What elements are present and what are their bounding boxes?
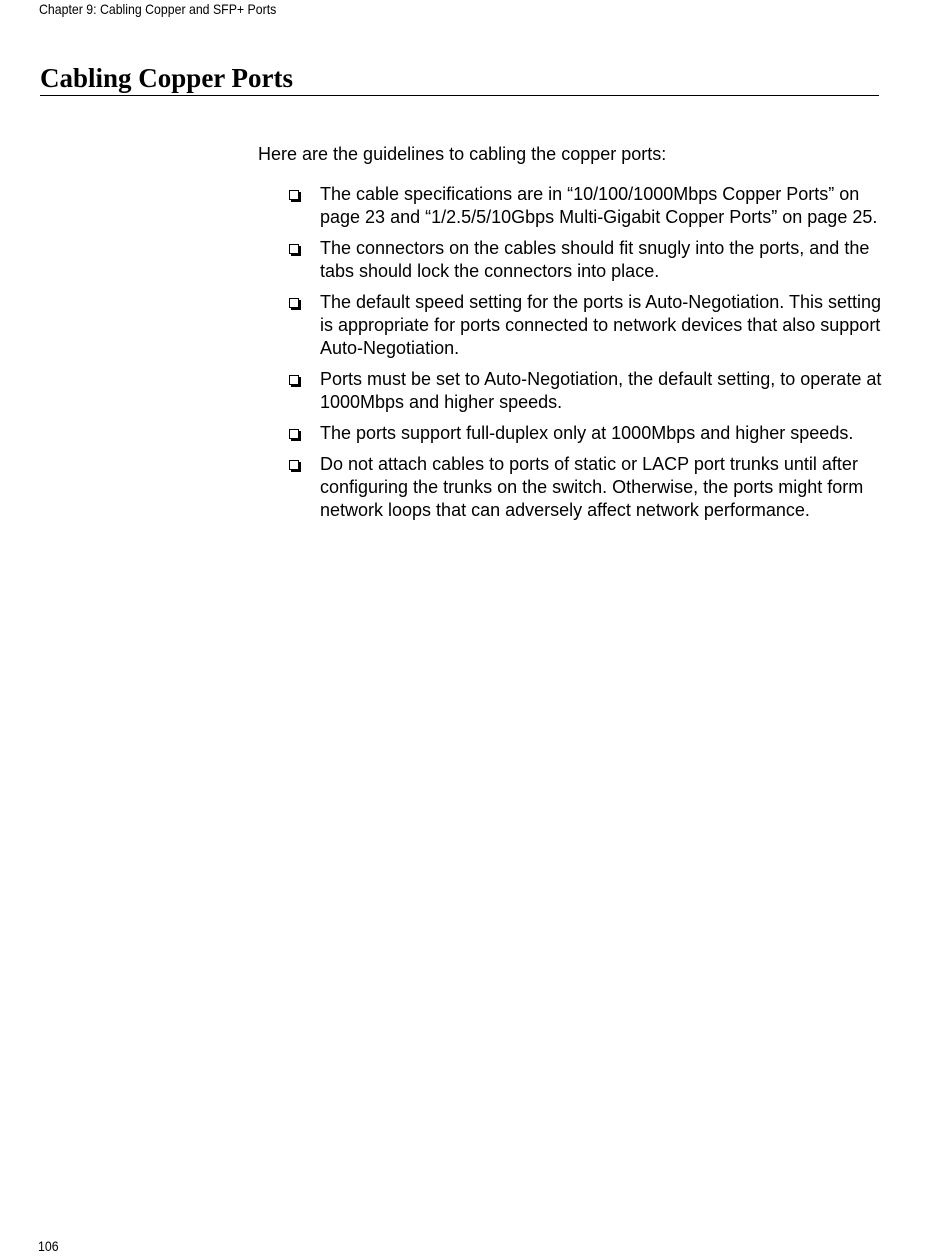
list-item-text: The ports support full-duplex only at 1000Mbps and higher speeds. <box>320 423 854 443</box>
list-item-text: The cable specifications are in “10/100/1000Mbps Copper Ports” on page 23 and “1/2.5/5/10Gbps Multi-Gigabit Copper Ports” on page 25. <box>320 184 878 227</box>
list-item <box>289 453 889 522</box>
hollow-square-bullet-icon <box>289 190 299 200</box>
hollow-square-bullet-icon <box>289 429 299 439</box>
hollow-square-bullet-icon <box>289 460 299 470</box>
page-number: 106 <box>38 1238 59 1254</box>
section-title: Cabling Copper Ports <box>40 63 294 93</box>
list-item-text: Do not attach cables to ports of static or LACP port trunks until after configuring the trunks on the switch. Otherwise, the ports might form network loops that can adversely affect network performance. <box>320 454 864 520</box>
list-item-text: Ports must be set to Auto-Negotiation, the default setting, to operate at 1000Mbps and higher speeds. <box>320 369 882 412</box>
hollow-square-bullet-icon <box>289 244 299 254</box>
list-item <box>289 422 889 445</box>
hollow-square-bullet-icon <box>289 375 299 385</box>
running-header: Chapter 9: Cabling Copper and SFP+ Ports <box>39 1 277 17</box>
list-item <box>289 183 889 229</box>
guidelines-list <box>289 183 889 530</box>
list-item <box>289 291 889 360</box>
list-item <box>289 368 889 414</box>
intro-paragraph: Here are the guidelines to cabling the copper ports: <box>258 144 667 164</box>
list-item-text: The connectors on the cables should fit snugly into the ports, and the tabs should lock the connectors into place. <box>320 238 870 281</box>
title-rule <box>40 95 879 96</box>
list-item <box>289 237 889 283</box>
hollow-square-bullet-icon <box>289 298 299 308</box>
list-item-text: The default speed setting for the ports is Auto-Negotiation. This setting is appropriate for ports connected to network devices that also support Auto-Negotiation. <box>320 292 881 358</box>
